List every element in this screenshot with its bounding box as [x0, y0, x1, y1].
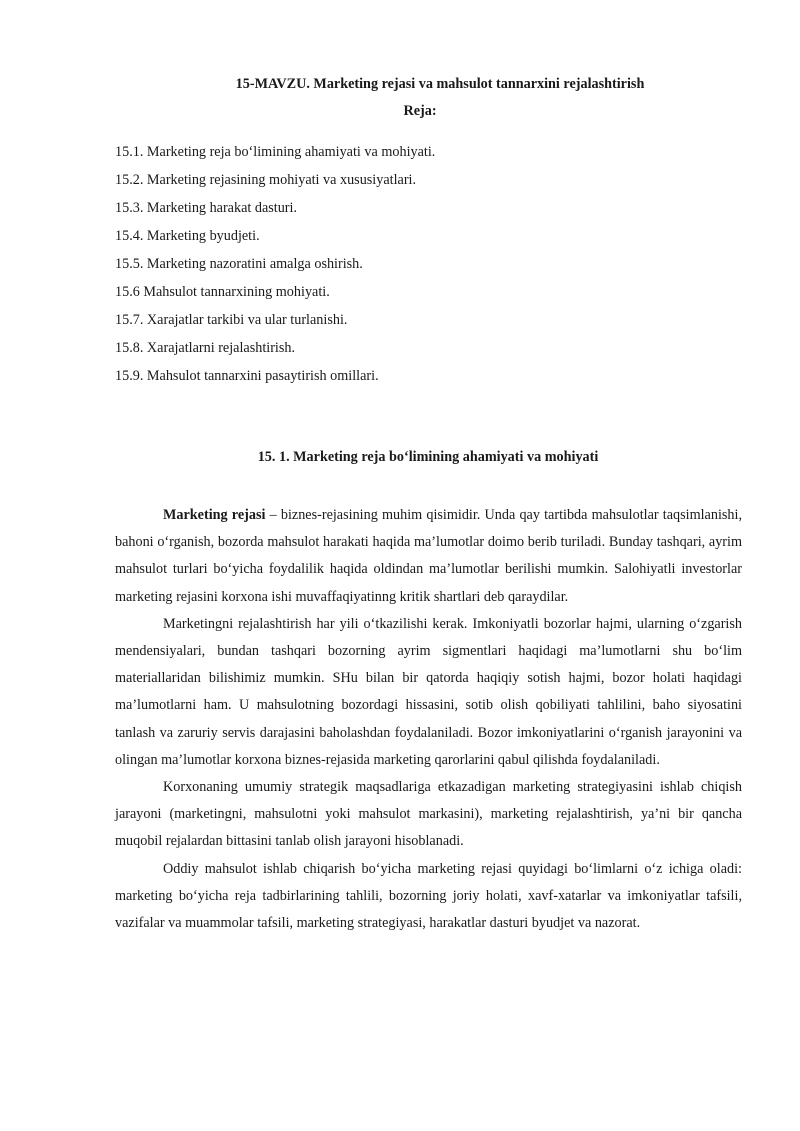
- paragraph-1: [115, 502, 742, 611]
- body-text: [115, 502, 742, 937]
- toc-item: 15.1. Marketing reja bo‘limining ahamiyati va mohiyati.: [115, 144, 436, 160]
- section-title: 15. 1. Marketing reja bo‘limining ahamiyati va mohiyati: [257, 449, 599, 465]
- paragraph-4: Oddiy mahsulot ishlab chiqarish bo‘yicha marketing rejasi quyidagi bo‘limlarni o‘z ichiga oladi: marketing bo‘yicha reja tadbirlarining tahlili, bozorning joriy holati, xavf-xatarlar va imkoniyatlar tafsili, vazifalar va muammolar tafsili, marketing strategiyasi, harakatlar dasturi byudjet va nazorat.: [115, 860, 742, 932]
- toc-item: 15.6 Mahsulot tannarxining mohiyati.: [115, 284, 330, 300]
- toc-item: 15.5. Marketing nazoratini amalga oshirish.: [115, 256, 363, 272]
- paragraph-3: Korxonaning umumiy strategik maqsadlariga etkazadigan marketing strategiyasini ishlab chiqish jarayoni (marketingni, mahsulotni yoki mahsulot markasini), marketing rejalashtirish, ya’ni bir qancha muqobil rejalardan bittasini tanlab olish jarayoni hisoblanadi.: [115, 779, 742, 850]
- toc-item: 15.2. Marketing rejasining mohiyati va xususiyatlari.: [115, 172, 417, 188]
- toc-item: 15.4. Marketing byudjeti.: [115, 228, 260, 244]
- term-marketing-rejasi: Marketing rejasi: [163, 507, 266, 523]
- toc-item: 15.3. Marketing harakat dasturi.: [115, 200, 298, 216]
- plan-heading: Reja:: [403, 103, 437, 119]
- table-of-contents: [115, 142, 435, 394]
- paragraph-2: Marketingni rejalashtirish har yili o‘tkazilishi kerak. Imkoniyatli bozorlar hajmi, ularning o‘zgarish mendensiyalari, bundan tashqari bozorning ayrim sigmentlari haqidagi ma’lumotlarni shu bo‘lim materiallaridan bilishimiz mumkin. SHu bilan bir qatorda haqiqiy sotish hajmi, bozor holati haqidagi ma’lumotlarni ham. U mahsulotning bozordagi hissasini, sotib olish qobiliyati tahlilini, baho siyosatini tanlash va zaruriy servis darajasini baholashdan foydalaniladi. Bozor imkoniyatlarini o‘rganish jarayonini va olingan ma’lumotlar korxona biznes-rejasida marketing qarorlarini qabul qilishda foydalaniladi.: [115, 615, 742, 768]
- toc-item: 15.8. Xarajatlarni rejalashtirish.: [115, 340, 296, 356]
- toc-item: 15.9. Mahsulot tannarxini pasaytirish omillari.: [115, 368, 379, 384]
- toc-item: 15.7. Xarajatlar tarkibi va ular turlanishi.: [115, 312, 348, 328]
- document-title: 15-MAVZU. Marketing rejasi va mahsulot tannarxini rejalashtirish: [235, 76, 645, 92]
- paragraph-1-text: – biznes-rejasining muhim qisimidir. Unda qay tartibda mahsulotlar taqsimlanishi, bahoni o‘rganish, bozorda mahsulot harakati haqida ma’lumotlar doimo berib turiladi. Bunday tashqari, ayrim mahsulot turlari bo‘yicha foydalilik haqida oldindan ma’lumotlar berilishi mumkin. Salohiyatli investorlar marketing rejasini korxona ishi muvaffaqiyatinng kritik shartlari deb qaraydilar.: [115, 507, 742, 605]
